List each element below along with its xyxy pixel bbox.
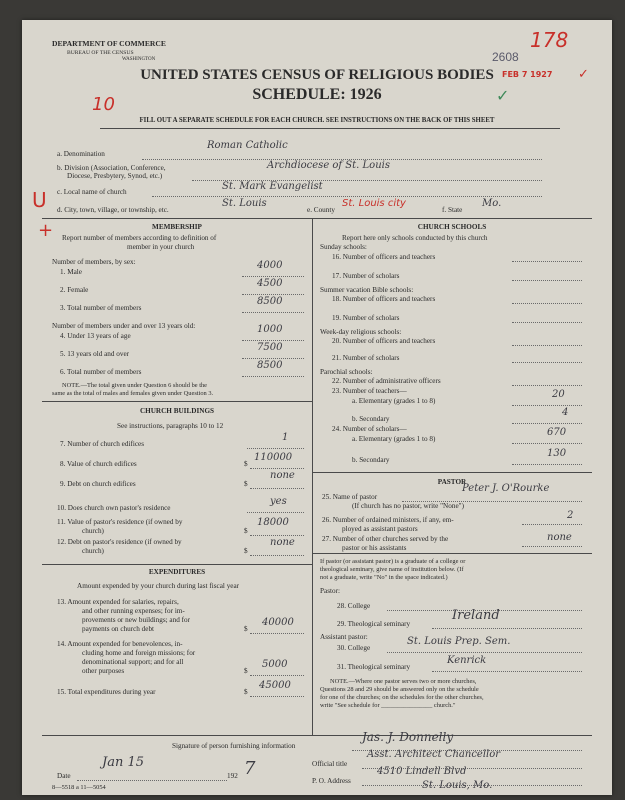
q23-label: 23. Number of teachers— (332, 387, 407, 395)
q8-label: 8. Value of church edifices (60, 460, 137, 468)
q13-label-3: provements or new buildings; and for (82, 616, 190, 624)
q12-value: none (270, 537, 295, 548)
q15-dollar: $ (244, 688, 248, 696)
pastor-note-4: write "See schedule for ________________ church." (320, 702, 456, 709)
q30-label: 30. College (337, 644, 371, 652)
q27-value: none (547, 532, 572, 543)
schools-intro: Report here only schools conducted by this church (342, 234, 488, 242)
pastor-note-3: for one of the churches; on the schedules for the other churches, (320, 694, 484, 701)
buildings-sub: See instructions, paragraphs 10 to 12 (117, 422, 224, 430)
q23a-value: 20 (552, 389, 565, 400)
dept-label: DEPARTMENT OF COMMERCE (52, 39, 166, 48)
po-address-value: 4510 Lindell Blvd (377, 766, 467, 777)
q14-value: 5000 (262, 659, 288, 670)
q22-label: 22. Number of administrative officers (332, 377, 441, 385)
q31-label: 31. Theological seminary (337, 663, 411, 671)
date-label: Date (57, 772, 71, 780)
q18-label: 18. Number of officers and teachers (332, 295, 436, 303)
stamp-number: 2608 (492, 50, 519, 64)
po-address-label: P. O. Address (312, 777, 351, 785)
q15-label: 15. Total expenditures during year (57, 688, 156, 696)
corner-number: 178 (530, 28, 569, 52)
state-value: Mo. (482, 198, 502, 209)
q27-label-2: pastor or his assistants (342, 544, 407, 552)
q26-label: 26. Number of ordained ministers, if any, em- (322, 516, 454, 524)
membership-intro: Report number of members according to definition of (62, 234, 217, 242)
q19-label: 19. Number of scholars (332, 314, 400, 322)
q12-label: 12. Debt on pastor's residence (if owned by (57, 538, 182, 546)
membership-title: MEMBERSHIP (152, 223, 202, 231)
division-value: Archdiocese of St. Louis (267, 160, 390, 171)
q23a-label: a. Elementary (grades 1 to 8) (352, 397, 436, 405)
q9-label: 9. Debt on church edifices (60, 480, 136, 488)
schools-title: CHURCH SCHOOLS (417, 223, 487, 231)
q1-value: 4000 (257, 260, 283, 271)
q27-label: 27. Number of other churches served by the (322, 535, 449, 543)
q13-label: 13. Amount expended for salaries, repairs, (57, 598, 179, 606)
q24a-value: 670 (547, 427, 567, 438)
date-value: Jan 15 (102, 755, 145, 770)
schedule-title: SCHEDULE: 1926 (252, 86, 382, 103)
q12-dollar: $ (244, 547, 248, 555)
q20-label: 20. Number of officers and teachers (332, 337, 436, 345)
q28-label: 28. College (337, 602, 371, 610)
q12-label-2: church) (82, 547, 104, 555)
division-label-2: Diocese, Presbytery, Synod, etc.) (67, 172, 163, 180)
red-cross-mark: U (32, 188, 47, 212)
membership-note: NOTE.—The total given under Question 6 should be the (62, 382, 208, 389)
q14-label-4: other purposes (82, 667, 125, 675)
grad-note-2: theological seminary, give name of institution below. (If (320, 566, 464, 573)
q2-value: 4500 (257, 278, 283, 289)
q25-sub: (If church has no pastor, write "None") (352, 502, 464, 510)
sunday-label: Sunday schools: (320, 243, 367, 251)
q7-label: 7. Number of church edifices (60, 440, 145, 448)
q13-value: 40000 (262, 617, 294, 628)
q16-label: 16. Number of officers and teachers (332, 253, 436, 261)
signature-label: Signature of person furnishing information (172, 742, 296, 750)
denomination-value: Roman Catholic (207, 140, 288, 151)
expenditures-sub: Amount expended by your church during last fiscal year (77, 582, 240, 590)
local-name-value: St. Mark Evangelist (222, 181, 323, 192)
q31-value: Kenrick (447, 655, 487, 666)
parochial-label: Parochial schools: (320, 368, 373, 376)
q17-label: 17. Number of scholars (332, 272, 400, 280)
q23b-value: 4 (562, 407, 569, 418)
q2-label: 2. Female (60, 286, 89, 294)
q30-value: St. Louis Prep. Sem. (407, 636, 511, 647)
q6-label: 6. Total number of members (60, 368, 142, 376)
q3-value: 8500 (257, 296, 283, 307)
q5-value: 7500 (257, 342, 283, 353)
pastor-label: Pastor: (320, 587, 340, 595)
q8-value: 110000 (254, 452, 293, 463)
official-title-value: Asst. Architect Chancellor (367, 749, 501, 760)
q29-value: Ireland (452, 608, 500, 623)
q1-label: 1. Male (60, 268, 82, 276)
q14-dollar: $ (244, 667, 248, 675)
instruction-line: FILL OUT A SEPARATE SCHEDULE FOR EACH CHURCH. SEE INSTRUCTIONS ON THE BACK OF THIS SHEET (139, 117, 495, 124)
main-title: UNITED STATES CENSUS OF RELIGIOUS BODIES (140, 67, 494, 83)
q9-dollar: $ (244, 480, 248, 488)
age-intro: Number of members under and over 13 years old: (52, 322, 196, 330)
q24-label: 24. Number of scholars— (332, 425, 407, 433)
weekday-label: Week-day religious schools: (320, 328, 402, 336)
q29-label: 29. Theological seminary (337, 620, 411, 628)
form-number: 8—5518 a 11—5054 (52, 784, 106, 791)
red-plus-mark: + (38, 220, 54, 241)
q3-label: 3. Total number of members (60, 304, 142, 312)
city-field-value: St. Louis (222, 198, 267, 209)
q11-value: 18000 (257, 517, 289, 528)
q13-dollar: $ (244, 625, 248, 633)
q24b-label: b. Secondary (352, 456, 390, 464)
q4-value: 1000 (257, 324, 283, 335)
year-label: 192 (227, 772, 238, 780)
grad-note: If pastor (or assistant pastor) is a graduate of a college or (320, 558, 466, 565)
date-stamp: FEB 7 1927 (502, 70, 553, 79)
q11-label: 11. Value of pastor's residence (if owned by (57, 518, 183, 526)
city-label: WASHINGTON (122, 57, 156, 62)
q25-label: 25. Name of pastor (322, 493, 378, 501)
q10-label: 10. Does church own pastor's residence (57, 504, 171, 512)
asst-pastor-label: Assistant pastor: (320, 633, 368, 641)
q14-label: 14. Amount expended for benevolences, in- (57, 640, 183, 648)
membership-note-2: same as the total of males and females given under Question 3. (52, 390, 214, 397)
local-name-label: c. Local name of church (57, 188, 127, 196)
county-value: St. Louis city (342, 198, 406, 209)
q9-value: none (270, 470, 295, 481)
q23b-label: b. Secondary (352, 415, 390, 423)
state-label: f. State (442, 206, 463, 214)
vacation-label: Summer vacation Bible schools: (320, 286, 414, 294)
q11-label-2: church) (82, 527, 104, 535)
by-sex-label: Number of members, by sex: (52, 258, 136, 266)
census-schedule-page (22, 20, 612, 795)
q26-value: 2 (567, 510, 574, 521)
q11-dollar: $ (244, 527, 248, 535)
buildings-title: CHURCH BUILDINGS (139, 407, 215, 415)
red-ten: 10 (92, 94, 115, 115)
q8-dollar: $ (244, 460, 248, 468)
q15-value: 45000 (259, 680, 291, 691)
red-check-icon: ✓ (578, 66, 589, 81)
year-value: 7 (244, 758, 256, 779)
division-label: b. Division (Association, Conference, (57, 164, 166, 172)
membership-intro-2: member in your church (127, 243, 195, 251)
official-title-label: Official title (312, 760, 348, 768)
q4-label: 4. Under 13 years of age (60, 332, 131, 340)
q24b-value: 130 (547, 448, 567, 459)
q13-label-2: and other running expenses; for im- (82, 607, 185, 615)
county-label: e. County (307, 206, 335, 214)
po-address-value-2: St. Louis, Mo. (422, 780, 493, 791)
signature-value: Jas. J. Donnelly (362, 730, 454, 744)
pastor-note-2: Questions 28 and 29 should be answered only on the schedule (320, 686, 479, 693)
q24a-label: a. Elementary (grades 1 to 8) (352, 435, 436, 443)
q5-label: 5. 13 years old and over (60, 350, 130, 358)
bureau-label: BUREAU OF THE CENSUS (67, 50, 134, 56)
denomination-label: a. Denomination (57, 150, 105, 158)
q7-value: 1 (282, 432, 289, 443)
expenditures-title: EXPENDITURES (148, 568, 206, 576)
grad-note-3: not a graduate, write "No" in the space indicated.) (320, 574, 448, 581)
q14-label-2: cluding home and foreign missions; for (82, 649, 196, 657)
pastor-note: NOTE.—Where one pastor serves two or more churches, (330, 678, 477, 685)
pastor-title: PASTOR (437, 478, 467, 486)
green-check-icon: ✓ (496, 88, 510, 105)
q26-label-2: ployed as assistant pastors (342, 525, 418, 533)
q21-label: 21. Number of scholars (332, 354, 400, 362)
q14-label-3: denominational support; and for all (82, 658, 184, 666)
q6-value: 8500 (257, 360, 283, 371)
q25-value: Peter J. O'Rourke (462, 483, 550, 494)
q13-label-4: payments on church debt (82, 625, 155, 633)
city-field-label: d. City, town, village, or township, etc. (57, 206, 169, 214)
q10-value: yes (270, 496, 287, 507)
